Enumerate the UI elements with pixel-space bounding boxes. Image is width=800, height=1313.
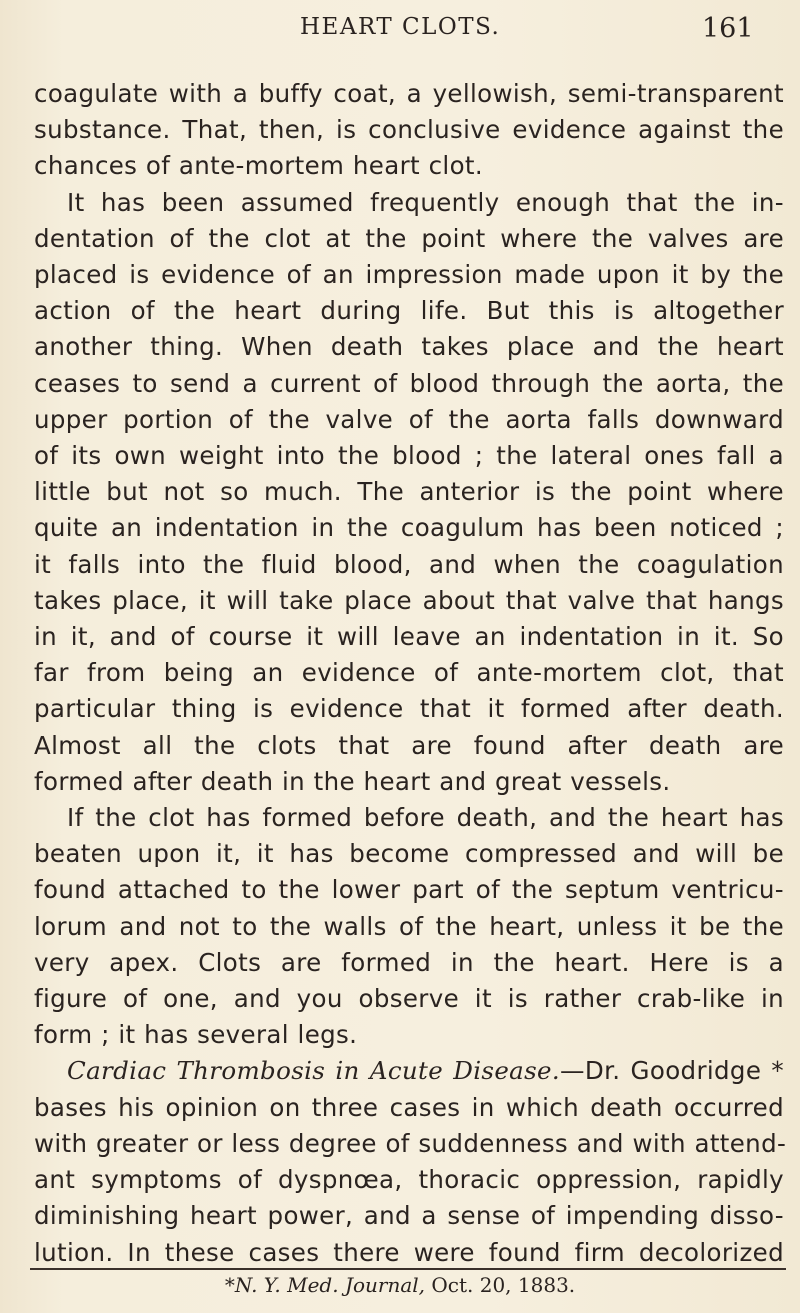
text-line: dentation of the clot at the point where the valves are [34, 223, 784, 253]
text-line: found attached to the lower part of the septum ventricu- [34, 875, 784, 905]
text-line: quite an indentation in the coagulum has been noticed ; [34, 513, 784, 543]
text-line: of its own weight into the blood ; the lateral ones fall a [34, 441, 784, 471]
footnote-journal: N. Y. Med. Journal, [234, 1273, 426, 1297]
text-line: lution. In these cases there were found firm decolorized [34, 1237, 784, 1267]
text-line: If the clot has formed before death, and the heart has [67, 803, 784, 833]
text-line: formed after death in the heart and great vessels. [34, 766, 671, 796]
page-header [0, 14, 800, 54]
text-line: in it, and of course it will leave an indentation in it. So [34, 622, 784, 652]
text-line: with greater or less degree of suddenness and with attend- [34, 1128, 787, 1158]
text-line: lorum and not to the walls of the heart, unless it be the [34, 911, 784, 941]
text-line: chances of ante-mortem heart clot. [34, 151, 484, 181]
text-line: upper portion of the valve of the aorta falls downward [34, 404, 784, 434]
text-line: coagulate with a buffy coat, a yellowish, semi-transparent [34, 79, 784, 108]
text-line: substance. That, then, is conclusive evidence against the [34, 115, 784, 145]
section-heading: Cardiac Thrombosis in Acute Disease. [67, 1056, 561, 1086]
page-number: 161 [702, 13, 754, 44]
text-line: figure of one, and you observe it is rather crab-like in [34, 984, 784, 1014]
text-line: it falls into the fluid blood, and when the coagulation [34, 549, 784, 579]
text-line: little but not so much. The anterior is the point where [34, 477, 784, 507]
text-line: bases his opinion on three cases in which death occurred [34, 1092, 784, 1122]
footnote-divider [30, 1268, 786, 1270]
text-line: ant symptoms of dyspnœa, thoracic oppression, rapidly [34, 1165, 784, 1195]
text-line: —Dr. Goodridge * [560, 1056, 784, 1086]
text-line: It has been assumed frequently enough that the in- [67, 187, 784, 217]
text-line: diminishing heart power, and a sense of impending disso- [34, 1201, 784, 1231]
text-line: particular thing is evidence that it formed after death. [34, 694, 784, 724]
body-text [34, 76, 787, 1271]
text-line: Almost all the clots that are found after death are [34, 730, 784, 760]
text-line: form ; it has several legs. [34, 1020, 358, 1050]
text-line: beaten upon it, it has become compressed and will be [34, 839, 784, 869]
text-line: takes place, it will take place about that valve that hangs [34, 585, 784, 615]
footnote [0, 1273, 800, 1297]
text-line: action of the heart during life. But this is altogether [34, 296, 784, 326]
running-head: HEART CLOTS. [300, 14, 501, 40]
section-heading-line [34, 1053, 784, 1089]
text-line: very apex. Clots are formed in the heart. Here is a [34, 947, 784, 977]
footnote-date: Oct. 20, 1883. [431, 1273, 576, 1297]
text-line: ceases to send a current of blood through the aorta, the [34, 368, 784, 398]
text-line: far from being an evidence of ante-mortem clot, that [34, 658, 784, 688]
text-line: placed is evidence of an impression made upon it by the [34, 260, 784, 290]
text-line: another thing. When death takes place and the heart [34, 332, 784, 362]
footnote-marker: * [224, 1273, 235, 1297]
